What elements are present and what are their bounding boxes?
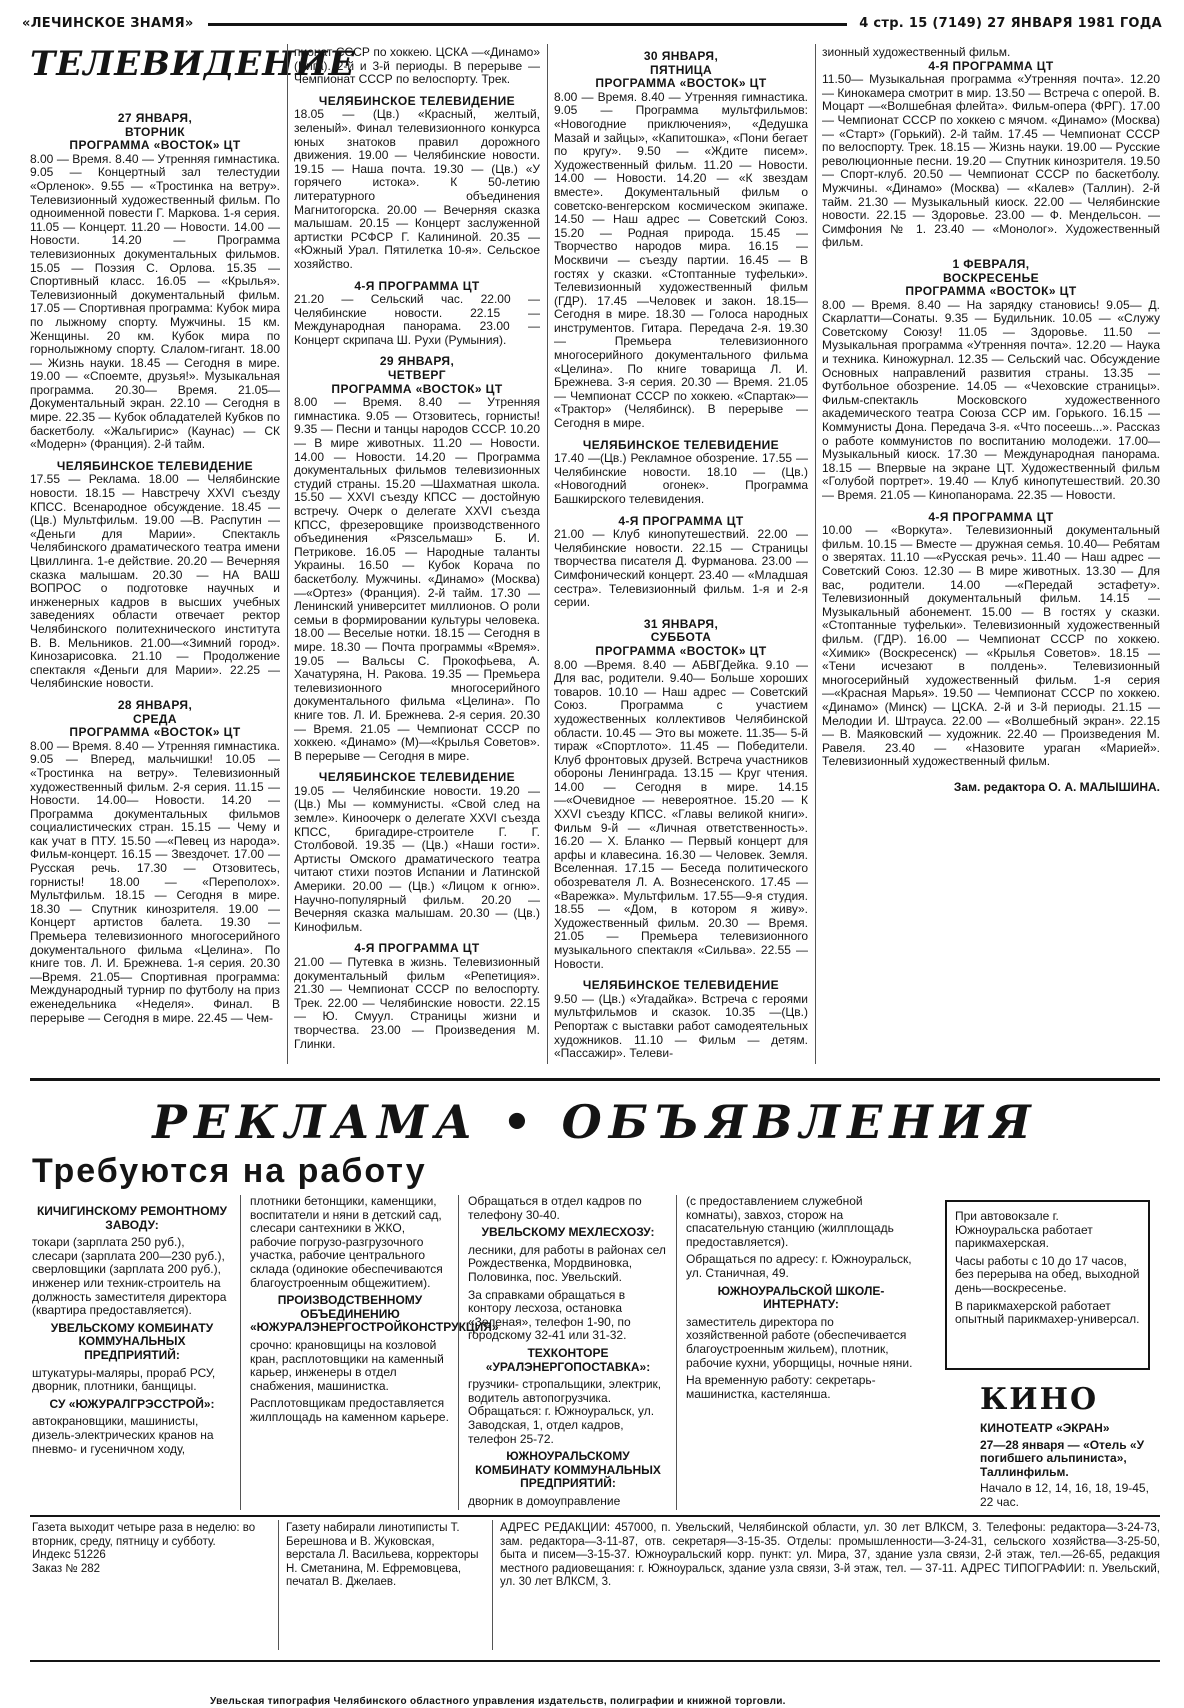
footer-index: Индекс 51226 [32, 1549, 106, 1561]
text-paragraph: 8.00 —Время. 8.40 — АБВГДейка. 9.10 — Для вас, родители. 9.40— Больше хороших товаров. 10.10 — Наш адрес — Советский Союз. Программа с участием художественных коллективов Челябинской области. 10.45 — Это вы можете. 11.35— 5-й тираж «Спортлото». 11.45 — Победители. Клуб фронтовых друзей. Встреча участников обороны Ленинграда. 13.15 — Круг чтения. 14.00 — Сегодня в мире. 14.15 —«Очевидное — невероятное. 15.20 — К XXVI съезду КПСС. «Главы великой книги». Фильм 9-й — «Личная ответственность». 16.20 — Х. Бланко — Первый концерт для арфы и клавесина. 16.30 — Человек. Земля. Вселенная. 17.15 — Беседа политического обозревателя Л. А. Вознесенского. 17.45 — «Варежка». Мультфильм. 17.55—9-я студия. 18.55 — «Дом, в котором я живу». Художественный фильм. 20.30 — Время. 21.05 — Премьера телевизионного музыкального спектакля «Сильва». 22.55 — Новости. [554, 657, 808, 971]
text-paragraph: 17.55 — Реклама. 18.00 — Челябинские новости. 18.15 — Навстречу XXVI съезду КПСС. Всенародное обсуждение. 18.45 — (Цв.) Мультфильм. 19.00 —В. Распутин — «Деньги для Марии». Спектакль Челябинского драматического театра имени Цвиллинга. 1-е действие. 20.20 — Вечерняя сказка малышам. 20.30 — НА ВАШ ВОПРОС о подготовке научных и инженерных кадров в высших учебных заведениях области отвечает ректор Челябинского политехнического института В. В. Мельников. 21.00—«Зимний город». Кинозарисовка. 21.10 — Продолжение спектакля «Деньги для Марии». 22.25 — Челябинские новости. [30, 472, 280, 691]
text-paragraph: 9.50 — (Цв.) «Угадайка». Встреча с героями мультфильмов и сказок. 10.35 —(Цв.) Репортаж с выставки работ самодеятельных художников. 11.10 — Фильм — детям. «Пассажир». Телеви- [554, 991, 808, 1061]
program-heading: ЧЕЛЯБИНСКОЕ ТЕЛЕВИДЕНИЕ [318, 93, 516, 108]
program-heading: ВОСКРЕСЕНЬЕ [942, 270, 1040, 285]
program-heading: ПРОГРАММА «ВОСТОК» ЦТ [595, 643, 767, 658]
ads-subtitle: Требуются на работу [32, 1152, 427, 1190]
text-paragraph: плотники бетонщики, каменщики, воспитатели и няни в детский сад, слесари сантехники в ЖКО, рабочие погрузо-разгрузочного участка, рабочие центрального склада (одинокие обеспечиваются благоустроенным общежитием). [250, 1194, 443, 1290]
text-paragraph: 18.05 — (Цв.) «Красный, желтый, зеленый». Финал телевизионного конкурса юных знатоков правил дорожного движения. 19.00 — Челябинские новости. 19.15 — Наша почта. 19.30 — (Цв.) «У горячего истока». К 50-летию литературного объединения Магнитогорска. 20.00 — Вечерняя сказка малышам. 20.15 — Концерт заслуженной артистки РСФСР Г. Калининой. 20.35 — «Южный Урал. Пятилетка 10-я». Сельское хозяйство. [294, 107, 540, 271]
printing-house: Увельская типография Челябинского областного управления издательств, полиграфии и книжной торговли. [210, 1696, 786, 1707]
program-heading: 29 ЯНВАРЯ, [379, 354, 455, 369]
section-divider [30, 1078, 1160, 1081]
program-heading: 27 ЯНВАРЯ, [117, 111, 193, 125]
column-rule [278, 1520, 279, 1650]
program-heading: ЧЕЛЯБИНСКОЕ ТЕЛЕВИДЕНИЕ [56, 458, 254, 473]
newspaper-name: «ЛЕЧИНСКОЕ ЗНАМЯ» [22, 16, 194, 31]
text-paragraph: 17.40 —(Цв.) Рекламное обозрение. 17.55 — Челябинские новости. 18.10 — (Цв.) «Новогодний огонек». Программа Башкирского телевидения. [554, 451, 808, 506]
program-heading: 4-Я ПРОГРАММА ЦТ [354, 941, 480, 956]
footer-order: Заказ № 282 [32, 1562, 101, 1575]
text-paragraph: зионный художественный фильм. [822, 45, 1011, 59]
column-rule [547, 44, 548, 1064]
text-paragraph: лесники, для работы в районах сел Рождественка, Мордвиновка, Половинка, пос. Увельский. [468, 1242, 666, 1284]
text-paragraph: штукатуры-маляры, прораб РСУ, дворник, плотники, банщицы. [32, 1365, 216, 1394]
footer-bottom-rule [30, 1660, 1160, 1662]
program-heading: ЧЕЛЯБИНСКОЕ ТЕЛЕВИДЕНИЕ [318, 770, 516, 785]
page-header [22, 10, 1162, 34]
ad-column-4 [686, 1195, 916, 1505]
program-heading: 4-Я ПРОГРАММА ЦТ [928, 509, 1054, 524]
footer-address-text: АДРЕС РЕДАКЦИИ: 457000, п. Увельский, Челябинской области, ул. 30 лет ВЛКСМ, 3. Телефоны: редактора—3-24-73, зам. редактора—3-11-87, отв. секретаря—3-15-35. Отделы: промышленности—3-24-31, сельского хозяйства—3-25-50, быта и писем—3-15-37. Южноуральский корр. пункт: ул. Мира, 37, здание узла связи, 2-й этаж, тел.—26-65, редакция местного радиовещания: г. Южноуральск, здание узла связи, 3-й этаж, тел. — 37-11. АДРЕС ТИПОГРАФИИ: п. Увельский, ул. 30 лет ВЛКСМ, 3. [500, 1522, 1160, 1588]
tv-column-1 [30, 112, 280, 1064]
program-heading: ВТОРНИК [125, 124, 185, 139]
text-paragraph: 8.00 — Время. 8.40 — На зарядку становись! 9.05— Д. Скарлатти—Сонаты. 9.35 — Будильник. 10.05 — «Служу Советскому Союзу! 11.05 — Здоровье. 11.50 — Музыкальная программа «Утренняя почта». 12.20 — Наука и техника. Киножурнал. 12.35 — Сельский час. Обсуждение Основных направлений развития страны. 13.35 — Футбольное обозрение. 14.05 — «Чеховские страницы». Фильм-спектакль Московского художественного академического театра Союза ССР им. Горького. 16.15 — Коммунисты Дона. Передача 3-я. «Что посеешь...». Рассказ о работе коммунистов по воспитанию молодежи. 17.00— Музыкальный киоск. 17.30 — Международная панорама. 18.15 — Впервые на экране ЦТ. Художественный фильм «Голубой портрет». 19.40 — Клуб кинопутешествий. 20.30 — Время. 21.05 — Кинопанорама. 22.35 — Новости. [822, 297, 1160, 502]
footer-address [500, 1522, 1160, 1652]
program-heading: ЧЕЛЯБИНСКОЕ ТЕЛЕВИДЕНИЕ [582, 978, 780, 993]
text-paragraph: 8.00 — Время. 8.40 — Утренняя гимнастика. 9.05 — Концертный зал телестудии «Орленок». 9.55 — «Тростинка на ветру». Телевизионный художественный фильм. По одноименной повести Г. Маркова. 1-я серия. 11.05 — Концерт. 11.20 — Новости. 14.00 — Новости. 14.20 — Программа телевизионных документальных фильмов. 15.05 — Поэзия С. Орлова. 15.35 — Спортивный класс. 16.05 — «Крылья». Телевизионный документальный фильм. 17.05 — Спортивная программа: Кубок мира по лыжному спорту. Мужчины. 15 км. Женщины. 20 км. Кубок мира по горнолыжному спорту. Слалом-гигант. 18.00 — Жизнь науки. 18.45 — Сегодня в мире. 19.00 — «Споемте, друзья!». Музыкальная программа. 20.30— Время. 21.05— Документальный экран. 22.10 — Сегодня в мире. 22.35 — Кубок обладателей Кубков по баскетболу. «Жальгирис» (Каунас) — СК «Модерн» (Франция). 2-й тайм. [30, 151, 280, 452]
program-heading: 4-Я ПРОГРАММА ЦТ [928, 58, 1054, 73]
ad-heading: УВЕЛЬСКОМУ КОМБИНАТУ КОММУНАЛЬНЫХ ПРЕДПРИЯТИЙ: [50, 1320, 214, 1362]
footer-publication-info [32, 1522, 272, 1652]
program-heading: ПРОГРАММА «ВОСТОК» ЦТ [331, 381, 503, 396]
text-paragraph: На временную работу: секретарь-машинистка, кастелянша. [686, 1373, 876, 1401]
text-paragraph: Обращаться в отдел кадров по телефону 30-40. [468, 1194, 642, 1222]
ad-column-3 [468, 1194, 668, 1508]
text-paragraph: пионат СССР по хоккею. ЦСКА —«Динамо» (Рига). 2-й и 3-й периоды. В перерыве — Чемпионат СССР по велоспорту. Трек. [294, 45, 540, 87]
ads-title: РЕКЛАМА • ОБЪЯВЛЕНИЯ [152, 1095, 1038, 1149]
tv-column-2 [294, 46, 540, 1064]
text-paragraph: токари (зарплата 250 руб.), слесари (зарплата 200—230 руб.), сверловщики (зарплата 200 руб.), инженер или техник-строитель на должность заместителя директора (квартира предоставляется). [32, 1235, 227, 1318]
ad-heading: ПРОИЗВОДСТВЕННОМУ ОБЪЕДИНЕНИЮ «ЮЖУРАЛЭНЕРГОСТРОЙКОНСТРУКЦИЯ» [250, 1293, 499, 1335]
kino-title: КИНО [980, 1382, 1099, 1417]
program-heading: СУББОТА [650, 630, 712, 645]
editor-signature: Зам. редактора О. А. МАЛЫШИНА. [953, 779, 1160, 794]
text-paragraph: 21.00 — Путевка в жизнь. Телевизионный документальный фильм «Репетиция». 21.30 — Чемпионат СССР по велоспорту. Трек. 22.00 — Челябинские новости. 22.15 — Ю. Смуул. Страницы жизни и творчества. 23.00 — Произведения М. Глинки. [294, 955, 540, 1051]
issue-info: 4 стр. 15 (7149) 27 ЯНВАРЯ 1981 ГОДА [859, 16, 1162, 31]
barbershop-ad [945, 1200, 1150, 1370]
text-paragraph: В парикмахерской работает опытный парикмахер-универсал. [955, 1298, 1140, 1327]
program-heading: 28 ЯНВАРЯ, [117, 697, 193, 712]
footer-staff-text: Газету набирали линотиписты Т. Берешнова и В. Жуковская, верстала Л. Васильева, корректоры Н. Сметанина, М. Ефремовцева, печатал В. Джелаев. [286, 1522, 479, 1588]
column-rule [240, 1195, 241, 1510]
text-paragraph: Часы работы с 10 до 17 часов, без перерыва на обед, выходной день—воскресенье. [955, 1253, 1140, 1295]
text-paragraph: автокрановщики, машинисты, дизель-электрических кранов на пневмо- и гусеничном ходу, [32, 1414, 214, 1456]
text-paragraph: 8.00 — Время. 8.40 — Утренняя гимнастика. 9.05 — Программа мультфильмов: «Новогодние приключения», «Дедушка Мазай и зайцы», «Капитошка», «Пони бегает по кругу». 9.50 — «Ждите писем». Художественный фильм. 11.20 — Новости. 14.00 — Новости. 14.20 — «К звездам вместе». Документальный фильм о советско-венгерском космическом экипаже. 14.50 — Наш адрес — Советский Союз. 15.20 — Родная природа. 15.45 — Творчество народов мира. 16.15 — Москвичи — съезду партии. 16.45 — В гостях у сказки. «Стоптанные туфельки». Телевизионный художественный фильм (ГДР). 17.45 —Человек и закон. 18.15— Сегодня в мире. 18.30 — Голоса народных инструментов. Гитара. Передача 2-я. 19.30 — Премьера телевизионного многосерийного документального фильма «Целина». По книге товарища Л. И. Брежнева. 3-я серия. 20.30 — Время. 21.05 — Чемпионат СССР по хоккею. «Спартак»— «Трактор» (Челябинск). В перерыве — Сегодня в мире. [554, 89, 808, 431]
program-heading: 4-Я ПРОГРАММА ЦТ [354, 278, 480, 293]
program-heading: 30 ЯНВАРЯ, [643, 49, 719, 63]
footer-staff [286, 1522, 486, 1652]
ad-heading: СУ «ЮЖУРАЛГРЭССТРОЙ»: [49, 1396, 215, 1411]
ad-column-1 [32, 1205, 232, 1505]
kino-ad [980, 1422, 1150, 1513]
text-paragraph: 10.00 — «Воркута». Телевизионный документальный фильм. 10.15 — Вместе — дружная семья. 10.40— Ребятам о зверятах. 11.10 —«Русская речь». 11.40 — Наш адрес — Советский Союз. 12.30 — В мире животных. 13.30 — Для вас, родители. 14.00 —«Передай эстафету». Телевизионный документальный фильм. 14.15 — Музыкальный абонемент. 15.00 — В гостях у сказки. «Стоптанные туфельки». Телевизионный художественный фильм. (ГДР). 16.00 — Чемпионат СССР по хоккею. «Химик» (Воскресенск) — «Крылья Советов». 18.15 — «Тени исчезают в полдень». Телевизионный многосерийный художественный фильм. 1-я серия —«Красная Марья». 19.50 — Чемпионат СССР по хоккею. «Динамо» (Минск) — ЦСКА. 2-й и 3-й периоды. 21.15 — Мелодии И. Штрауса. 22.00 — «Волшебный экран». 22.15 — В. Маяковский — художник. 22.40 — Произведения М. Равеля. 23.40 — «Назовите ураган «Марией». Телевизионный художественный фильм. [822, 523, 1160, 769]
program-heading: 1 ФЕВРАЛЯ, [952, 256, 1030, 271]
column-rule [492, 1520, 493, 1650]
ad-heading: При автовокзале г. Южноуральска работает парикмахерская. [955, 1209, 1093, 1251]
ad-column-2 [250, 1194, 499, 1505]
ad-heading: КИЧИГИНСКОМУ РЕМОНТНОМУ ЗАВОДУ: [36, 1204, 227, 1232]
tv-column-3 [554, 50, 808, 1064]
program-heading: ПРОГРАММА «ВОСТОК» ЦТ [69, 138, 241, 153]
program-heading: 4-Я ПРОГРАММА ЦТ [618, 513, 744, 528]
program-heading: ЧЕЛЯБИНСКОЕ ТЕЛЕВИДЕНИЕ [582, 437, 780, 452]
footer-divider [30, 1515, 1160, 1517]
ad-heading: ЮЖНОУРАЛЬСКОЙ ШКОЛЕ-ИНТЕРНАТУ: [717, 1283, 885, 1312]
text-paragraph: срочно: крановщицы на козловой кран, расплотовщики на каменный карьер, инженеры в отдел снабжения, машинистка. [250, 1337, 444, 1393]
text-paragraph: 19.05 — Челябинские новости. 19.20 — (Цв.) Мы — коммунисты. «Свой след на земле». Киноочерк о делегате XXVI съезда КПСС, бригадире-строителе Г. Г. Столбовой. 19.35 — (Цв.) «Наши гости». Артисты Омского драматического театра читают стихи поэтов Испании и Латинской Америки. 20.00 — (Цв.) «Лицом к огню». Научно-популярный фильм. 20.20 — Вечерняя сказка малышам. 20.30 — (Цв.) Кинофильм. [294, 783, 540, 934]
program-heading: СРЕДА [133, 711, 177, 726]
column-rule [287, 44, 288, 1064]
footer-schedule: Газета выходит четыре раза в неделю: во вторник, среду, пятницу и субботу. [32, 1522, 256, 1548]
text-paragraph: 8.00 — Время. 8.40 — Утренняя гимнастика. 9.05 — Вперед, мальчишки! 10.05 — «Тростинка на ветру». Телевизионный художественный фильм. 2-я серия. 11.15 — Новости. 14.00— Новости. 14.20 — Программа документальных фильмов социалистических стран. 15.15 — Чему и как учат в ПТУ. 15.50 —«Певец из народа». Фильм-концерт. 16.15 — Звездочет. 17.00 — Русская речь. 17.30 — Отзовитесь, горнисты! 18.00 — «Переполох». Мультфильм. 18.15 — Сегодня в мире. 18.30 — Спутник кинозрителя. 19.00 — Концерт артистов балета. 19.30 — Премьера телевизионного многосерийного документального фильма «Целина». По книге тов. Л. И. Брежнева. 1-я серия. 20.30 —Время. 21.05— Спортивная программа: Международный турнир по футболу на приз еженедельника «Неделя». Финал. В перерыве — Сегодня в мире. 22.45 — Чем- [30, 738, 280, 1025]
text-paragraph: Обращаться по адресу: г. Южноуральск, ул. Станичная, 49. [686, 1252, 912, 1280]
header-rule [208, 23, 847, 26]
ad-heading: УВЕЛЬСКОМУ МЕХЛЕСХОЗУ: [481, 1225, 655, 1240]
column-rule [458, 1195, 459, 1510]
column-rule [815, 44, 816, 1064]
tv-section-title: ТЕЛЕВИДЕНИЕ [30, 44, 356, 84]
text-paragraph: (с предоставлением служебной комнаты), завхоз, сторож на спасательную станцию (жилплощадь предоставляется). [686, 1194, 894, 1249]
text-paragraph: заместитель директора по хозяйственной работе (обеспечивается благоустроенным жильем), плотник, рабочие кухни, уборщицы, ночные няни. [686, 1314, 913, 1370]
program-heading: ПЯТНИЦА [649, 62, 713, 77]
ad-heading: ТЕХКОНТОРЕ «УРАЛЭНЕРГОПОСТАВКА»: [485, 1345, 651, 1374]
program-heading: ПРОГРАММА «ВОСТОК» ЦТ [595, 76, 767, 91]
text-paragraph: Расплотовщикам предоставляется жилплощадь на каменном карьере. [250, 1396, 449, 1424]
column-rule [676, 1195, 677, 1510]
program-heading: ПРОГРАММА «ВОСТОК» ЦТ [69, 725, 241, 740]
text-paragraph: 11.50— Музыкальная программа «Утренняя почта». 12.20 — Кинокамера смотрит в мир. 13.50 — Встреча с оперой. В. Моцарт —«Волшебная флейта». Фильм-опера (ФРГ). 17.00 — Чемпионат СССР по хоккею с мячом. «Динамо» (Москва) — «Старт» (Горький). 2-й тайм. 17.45 — Чемпионат СССР по велоспорту. Трек. 18.15 — Жизнь науки. 19.00 — Русские революционные песни. 19.20 — Спутник кинозрителя. 19.50 — Спорт-клуб. 20.50 — Чемпионат СССР по баскетболу. Мужчины. «Динамо» (Москва) — «Калев» (Таллин). 2-й тайм. 21.30 — Музыкальный киоск. 22.00 — Челябинские новости. 22.15 — Здоровье. 23.00 — Ф. Мендельсон. — Симфония № 1. 23.40 — «Монолог». Художественный фильм. [822, 72, 1160, 250]
text-paragraph: грузчики- стропальщики, электрик, водитель автопогрузчика. Обращаться: г. Южноуральск, ул. Заводская, 1, отдел кадров, телефон 25-72. [468, 1377, 662, 1446]
text-paragraph: дворник в домоуправление [468, 1493, 621, 1508]
program-heading: 31 ЯНВАРЯ, [643, 616, 719, 631]
tv-column-4 [822, 46, 1160, 1064]
kino-dates: 27—28 января — «Отель «У погибшего альпиниста», Таллинфильм. [980, 1437, 1145, 1479]
program-heading: ЧЕТВЕРГ [387, 368, 447, 383]
text-paragraph: 8.00 — Время. 8.40 — Утренняя гимнастика. 9.05 — Отзовитесь, горнисты! 9.35 — Песни и танцы народов СССР. 10.20 — В мире животных. 11.20 — Новости. 14.00 — Новости. 14.20 — Программа документальных фильмов телевизионных студий страны. 15.20 —Шахматная школа. 15.50 — XXVI съезду КПСС — достойную встречу. Очерк о делегате XXVI съезда КПСС, фрезеровщике производственного объединения «Рязсельмаш» Б. И. Петрикове. 16.05 — Народные таланты Украины. 16.50 — Кубок Корача по баскетболу. Мужчины. «Динамо» (Москва)—«Ортез» (Франция). 2-й тайм. 17.30 — Ленинский университет миллионов. О роли семьи в формировании культуры человека. 18.00 — Веселые нотки. 18.15 — Сегодня в мире. 18.30 — Почта программы «Время». 19.05 — Вальсы С. Прокофьева, А. Хачатуряна, Н. Ракова. 19.35 — Премьера телевизионного многосерийного документального фильма «Целина». По книге тов. Л. И. Брежнева. 2-я серия. 20.30 — Время. 21.05 — Чемпионат СССР по хоккею. «Динамо» (М)—«Крылья Советов». В перерыве — Сегодня в мире. [294, 395, 540, 763]
text-paragraph: 21.20 — Сельский час. 22.00 — Челябинские новости. 22.15 — Международная панорама. 23.00 — Концерт скрипача Ш. Рухи (Румыния). [294, 292, 540, 347]
program-heading: ПРОГРАММА «ВОСТОК» ЦТ [905, 284, 1077, 299]
ad-heading: ЮЖНОУРАЛЬСКОМУ КОМБИНАТУ КОММУНАЛЬНЫХ ПРЕДПРИЯТИЙ: [475, 1449, 661, 1491]
kino-cinema: КИНОТЕАТР «ЭКРАН» [980, 1421, 1110, 1435]
kino-times: Начало в 12, 14, 16, 18, 19-45, 22 час. [980, 1481, 1149, 1509]
barbershop-ad-text [955, 1210, 1140, 1327]
text-paragraph: За справками обращаться в контору лесхоза, остановка «Зеленая», телефон 1-90, по городскому 32-41 или 31-32. [468, 1287, 631, 1343]
text-paragraph: 21.00 — Клуб кинопутешествий. 22.00 — Челябинские новости. 22.15 — Страницы творчества писателя Д. Фурманова. 23.00 — Симфонический концерт. 23.40 — «Младшая сестра». Телевизионный фильм. 1-я и 2-я серии. [554, 527, 808, 610]
